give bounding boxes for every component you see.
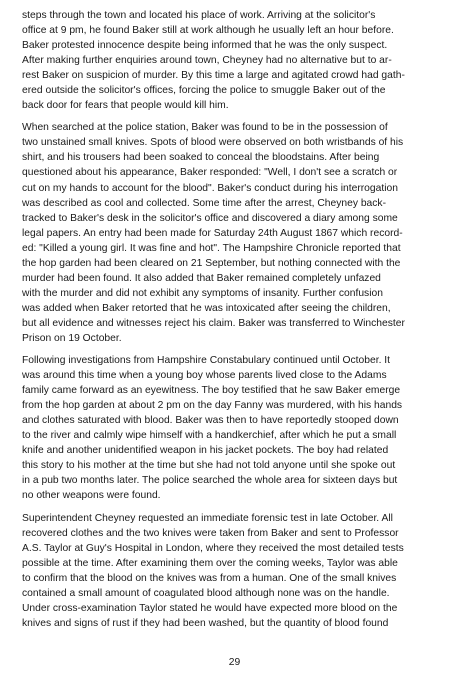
- text-line: A.S. Taylor at Guy's Hospital in London, where they received the most detailed tests: [22, 542, 404, 554]
- text-line: two unstained small knives. Spots of blood were observed on both wristbands of his: [22, 137, 404, 149]
- text-line: shirt, and his trousers had been soaked to conceal the bloodstains. After being: [22, 152, 380, 164]
- text-line: Under cross-examination Taylor stated he would have expected more blood on the: [22, 602, 398, 614]
- text-line: Following investigations from Hampshire Constabulary continued until October. It: [22, 355, 391, 367]
- text-line: no other weapons were found.: [22, 490, 161, 502]
- text-line: Superintendent Cheyney requested an immediate forensic test in late October. All: [22, 512, 393, 524]
- text-line: this story to his mother at the time but she had not told anyone until she spoke out: [22, 460, 396, 472]
- paragraph: [22, 353, 455, 503]
- text-line: rest Baker on suspicion of murder. By this time a large and agitated crowd had gath-: [22, 70, 405, 82]
- text-line: but all evidence and witnesses reject his claim. Baker was transferred to Winchester: [22, 317, 405, 329]
- text-line: back door for fears that people would kill him.: [22, 100, 229, 112]
- text-line: and clothes saturated with blood. Baker was then to have reportedly stooped down: [22, 415, 399, 427]
- text-line: was described as cool and collected. Some time after the arrest, Cheyney back-: [22, 197, 387, 209]
- page-body: [22, 8, 455, 638]
- text-line: tracked to Baker's desk in the solicitor's office and discovered a diary among some: [22, 212, 398, 224]
- paragraph: [22, 120, 455, 346]
- text-line: Prison on 19 October.: [22, 332, 122, 344]
- text-line: questioned about his appearance, Baker responded: "Well, I don't see a scratch or: [22, 167, 398, 179]
- text-line: Baker protested innocence despite being informed that he was the only suspect.: [22, 40, 388, 52]
- text-line: with the murder and did not exhibit any symptoms of insanity. Further confusion: [22, 287, 383, 299]
- text-line: to the river and calmly wipe himself with a handkerchief, after which he put a small: [22, 430, 397, 442]
- text-line: murder had been found. It also added that Baker remained completely unfazed: [22, 272, 381, 284]
- text-line: ered outside the solicitor's offices, forcing the police to smuggle Baker out of the: [22, 85, 386, 97]
- text-line: office at 9 pm, he found Baker still at work although he usually left an hour before.: [22, 25, 394, 37]
- text-line: was added when Baker retorted that he was intoxicated after seeing the children,: [22, 302, 391, 314]
- text-line: from the hop garden at about 2 pm on the day Fanny was murdered, with his hands: [22, 400, 403, 412]
- text-line: recovered clothes and the two knives were taken from Baker and sent to Professor: [22, 527, 399, 539]
- text-line: knives and signs of rust if they had been washed, but the quantity of blood found: [22, 617, 389, 629]
- text-line: After making further enquiries around town, Cheyney had no alternative but to ar-: [22, 55, 392, 67]
- paragraph: [22, 511, 455, 631]
- text-line: in a pub two months later. The police searched the whole area for sixteen days but: [22, 475, 398, 487]
- text-line: ed: "Killed a young girl. It was fine and hot". The Hampshire Chronicle reported that: [22, 242, 401, 254]
- text-line: family came forward as an eyewitness. The boy testified that he saw Baker emerge: [22, 385, 401, 397]
- text-line: knife and another unidentified weapon in his jacket pockets. The boy had related: [22, 445, 389, 457]
- text-line: possible at the time. After examining them over the coming weeks, Taylor was able: [22, 557, 398, 569]
- page-number: 29: [228, 657, 241, 668]
- text-line: to confirm that the blood on the knives was from a human. One of the small knives: [22, 572, 397, 584]
- text-line: was around this time when a young boy whose parents lived close to the Adams: [22, 370, 387, 382]
- text-line: contained a small amount of coagulated blood although none was on the handle.: [22, 587, 390, 599]
- text-line: cut on my hands to account for the blood". Baker's conduct during his interrogation: [22, 182, 398, 194]
- text-line: legal papers. An entry had been made for Saturday 24th August 1867 which record-: [22, 227, 403, 239]
- text-line: the hop garden had been cleared on 21 September, but nothing connected with the: [22, 257, 401, 269]
- text-line: When searched at the police station, Baker was found to be in the possession of: [22, 122, 388, 134]
- paragraph: [22, 8, 455, 113]
- text-line: steps through the town and located his place of work. Arriving at the solicitor's: [22, 10, 376, 21]
